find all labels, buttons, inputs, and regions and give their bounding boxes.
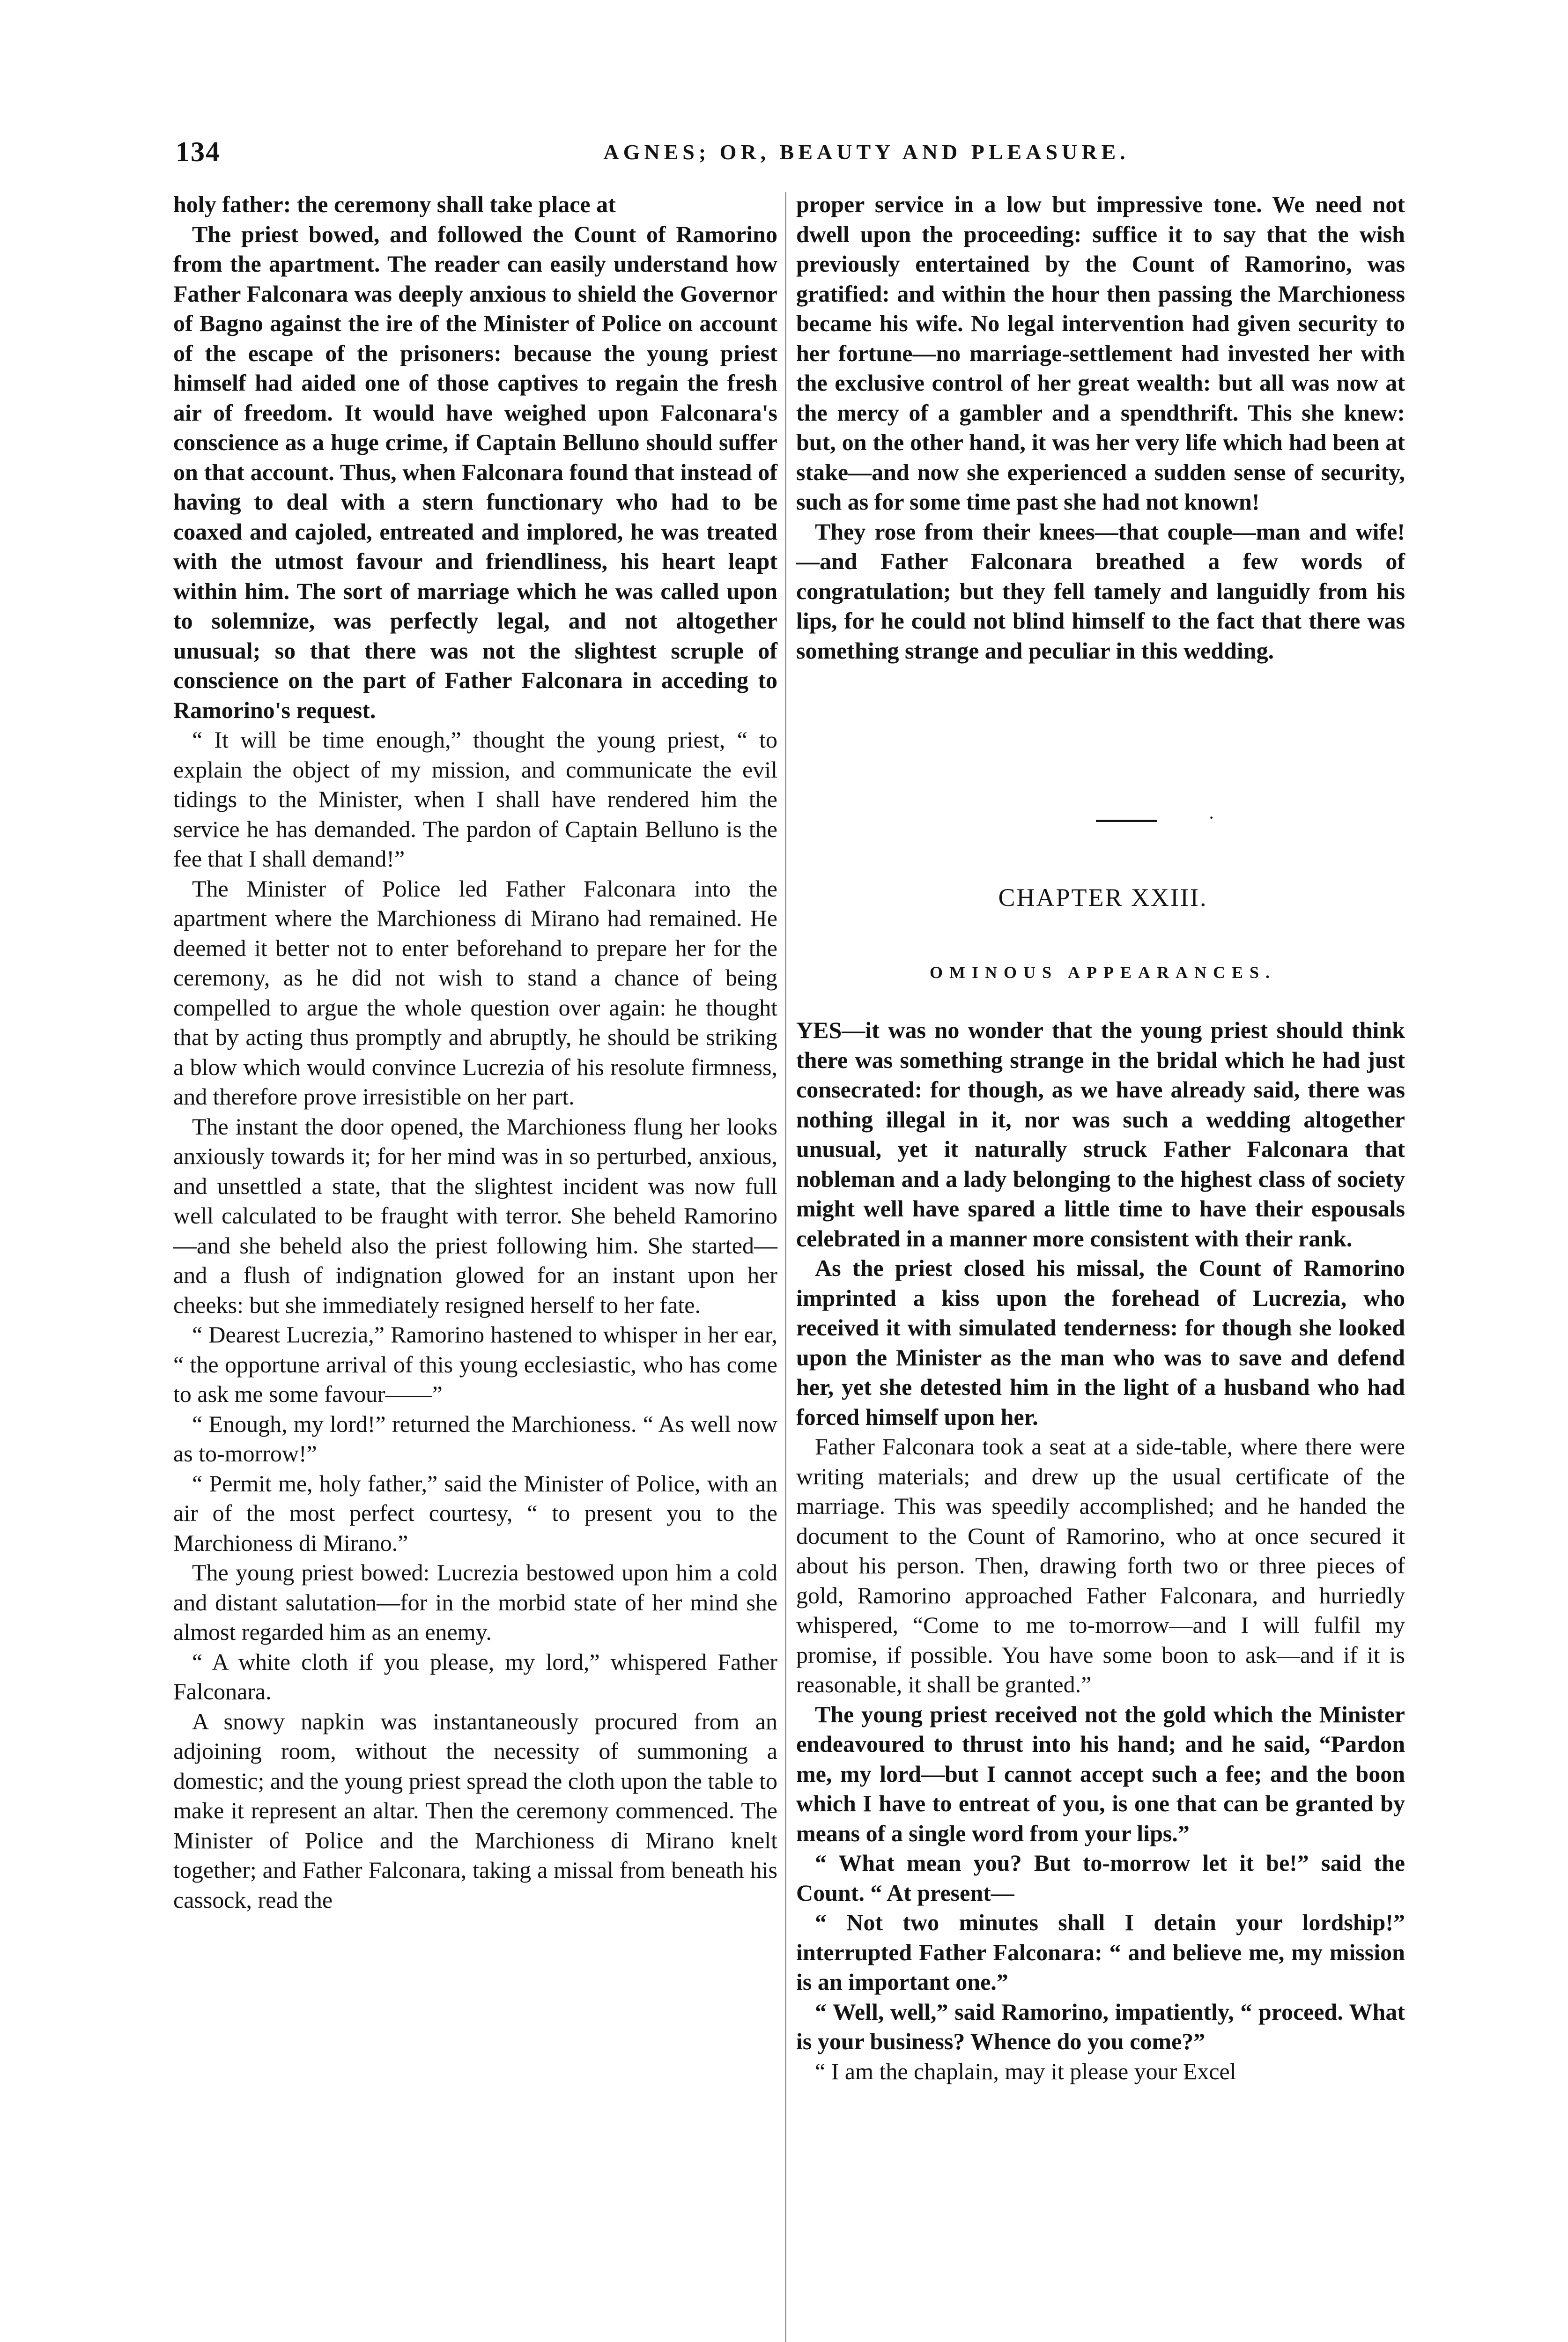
paragraph: The priest bowed, and followed the Count of Ramorino from the apartment. The reader can easily understand how Father Falconara was deeply anxious to shield the Governor of Bagno against the ire of the Minister of Police on account of the escape of the prisoners: because the young priest himself had aided one of those captives to regain the fresh air of freedom. It would have weighed upon Falconara's conscience as a huge crime, if Captain Belluno should suffer on that account. Thus, when Falconara found that instead of having to deal with a stern functionary who had to be coaxed and cajoled, entreated and implored, he was treated with the utmost favour and friendliness, his heart leapt within him. The sort of marriage which he was called upon to solemnize, was perfectly legal, and not altogether unusual; so that there was not the slightest scruple of conscience on the part of Father Falconara in acceding to Ramorino's request. — [173, 221, 777, 723]
paragraph: “ What mean you? But to-morrow let it be!” said the Count. “ At present— — [796, 1850, 1405, 1906]
paragraph: They rose from their knees—that couple—man and wife!—and Father Falconara breathed a few words of congratulation; but they fell tamely and languidly from his lips, for he could not blind himself to the fact that there was something strange and peculiar in this wedding. — [796, 518, 1405, 664]
left-column — [173, 190, 777, 1915]
paragraph: Father Falconara took a seat at a side-table, where there were writing materials; and drew up the usual certificate of the marriage. This was speedily accomplished; and he handed the document to the Count of Ramorino, who at once secured it about his person. Then, drawing forth two or three pieces of gold, Ramorino approached Father Falconara, and hurriedly whispered, “Come to me to-morrow—and I will fulfil my promise, if possible. You have some boon to ask—and if it is reasonable, it shall be granted.” — [796, 1433, 1405, 1697]
paragraph: The young priest bowed: Lucrezia bestowed upon him a cold and distant salutation—for in the morbid state of her mind she almost regarded him as an enemy. — [173, 1559, 777, 1645]
paragraph: “ Permit me, holy father,” said the Minister of Police, with an air of the most perfect courtesy, “ to present you to the Marchioness di Mirano.” — [173, 1470, 777, 1556]
paragraph: holy father: the ceremony shall take place at — [173, 191, 616, 217]
page-number: 134 — [176, 136, 221, 167]
chapter-title: CHAPTER XXIII. — [998, 883, 1208, 912]
running-head: AGNES; OR, BEAUTY AND PLEASURE. — [603, 140, 1130, 164]
paragraph: As the priest closed his missal, the Count of Ramorino imprinted a kiss upon the forehead of Lucrezia, who received it with simulated tenderness: for though she looked upon the Minister as the man who was to save and defend her, yet she detested him in the light of a husband who had forced himself upon her. — [796, 1255, 1405, 1430]
ornament-rule — [1096, 820, 1157, 822]
paragraph: The instant the door opened, the Marchioness flung her looks anxiously towards it; for her mind was in so perturbed, anxious, and unsettled a state, that the slightest incident was now full well calculated to be fraught with terror. She beheld Ramorino—and she beheld also the priest following him. She started—and a flush of indignation glowed for an instant upon her cheeks: but she immediately resigned herself to her fate. — [173, 1113, 777, 1318]
chapter-subtitle: OMINOUS APPEARANCES. — [929, 963, 1277, 982]
paragraph: proper service in a low but impressive tone. We need not dwell upon the proceeding: suffice it to say that the wish previously entertained by the Count of Ramorino, was gratified: and within the hour then passing the Marchioness became his wife. No legal intervention had given security to her fortune—no marriage-settlement had invested her with the exclusive control of her great wealth: but all was now at the mercy of a gambler and a spendthrift. This she knew: but, on the other hand, it was her very life which had been at stake—and now she experienced a sudden sense of security, such as for some time past she had not known! — [796, 191, 1405, 515]
paragraph: “ Well, well,” said Ramorino, impatiently, “ proceed. What is your business? Whence do you come?” — [796, 1998, 1405, 2054]
paragraph: A snowy napkin was instantaneously procured from an adjoining room, without the necessity of summoning a domestic; and the young priest spread the cloth upon the table to make it represent an altar. Then the ceremony commenced. The Minister of Police and the Marchioness di Mirano knelt together; and Father Falconara, taking a missal from beneath his cassock, read the — [173, 1708, 777, 1913]
paragraph: “ A white cloth if you please, my lord,” whispered Father Falconara. — [173, 1648, 777, 1705]
paragraph: The young priest received not the gold which the Minister endeavoured to thrust into his hand; and he said, “Pardon me, my lord—but I cannot accept such a fee; and the boon which I have to entreat of you, is one that can be granted by means of a single word from your lips.” — [796, 1701, 1405, 1846]
paragraph: “ Enough, my lord!” returned the Marchioness. “ As well now as to-morrow!” — [173, 1410, 777, 1467]
ornament-dot: · — [1208, 807, 1215, 828]
column-rule — [785, 192, 786, 2342]
paragraph: “ It will be time enough,” thought the young priest, “ to explain the object of my mission, and communicate the evil tidings to the Minister, when I shall have rendered him the service he has demanded. The pardon of Captain Belluno is the fee that I shall demand!” — [173, 726, 777, 872]
paragraph: YES—it was no wonder that the young priest should think there was something strange in the bridal which he had just consecrated: for though, as we have already said, there was nothing illegal in it, nor was such a wedding altogether unusual, yet it naturally struck Father Falconara that nobleman and a lady belonging to the highest class of society might well have spared a little time to have their espousals celebrated in a manner more consistent with their rank. — [796, 1017, 1405, 1252]
right-column-top — [796, 190, 1405, 666]
paragraph: “ Not two minutes shall I detain your lordship!” interrupted Father Falconara: “ and believe me, my mission is an important one.” — [796, 1909, 1405, 1995]
right-column-chapter — [796, 1015, 1405, 2086]
paragraph: “ Dearest Lucrezia,” Ramorino hastened to whisper in her ear, “ the opportune arrival of this young ecclesiastic, who has come to ask me some favour——” — [173, 1321, 777, 1407]
paragraph: “ I am the chaplain, may it please your Excel — [815, 2058, 1236, 2084]
paragraph: The Minister of Police led Father Falconara into the apartment where the Marchioness di Mirano had remained. He deemed it better not to enter beforehand to prepare her for the ceremony, as he did not wish to stand a chance of being compelled to argue the whole question over again: he thought that by acting thus promptly and abruptly, he should be striking a blow which would convince Lucrezia of his resolute firmness, and therefore prove irresistible on her part. — [173, 875, 777, 1110]
